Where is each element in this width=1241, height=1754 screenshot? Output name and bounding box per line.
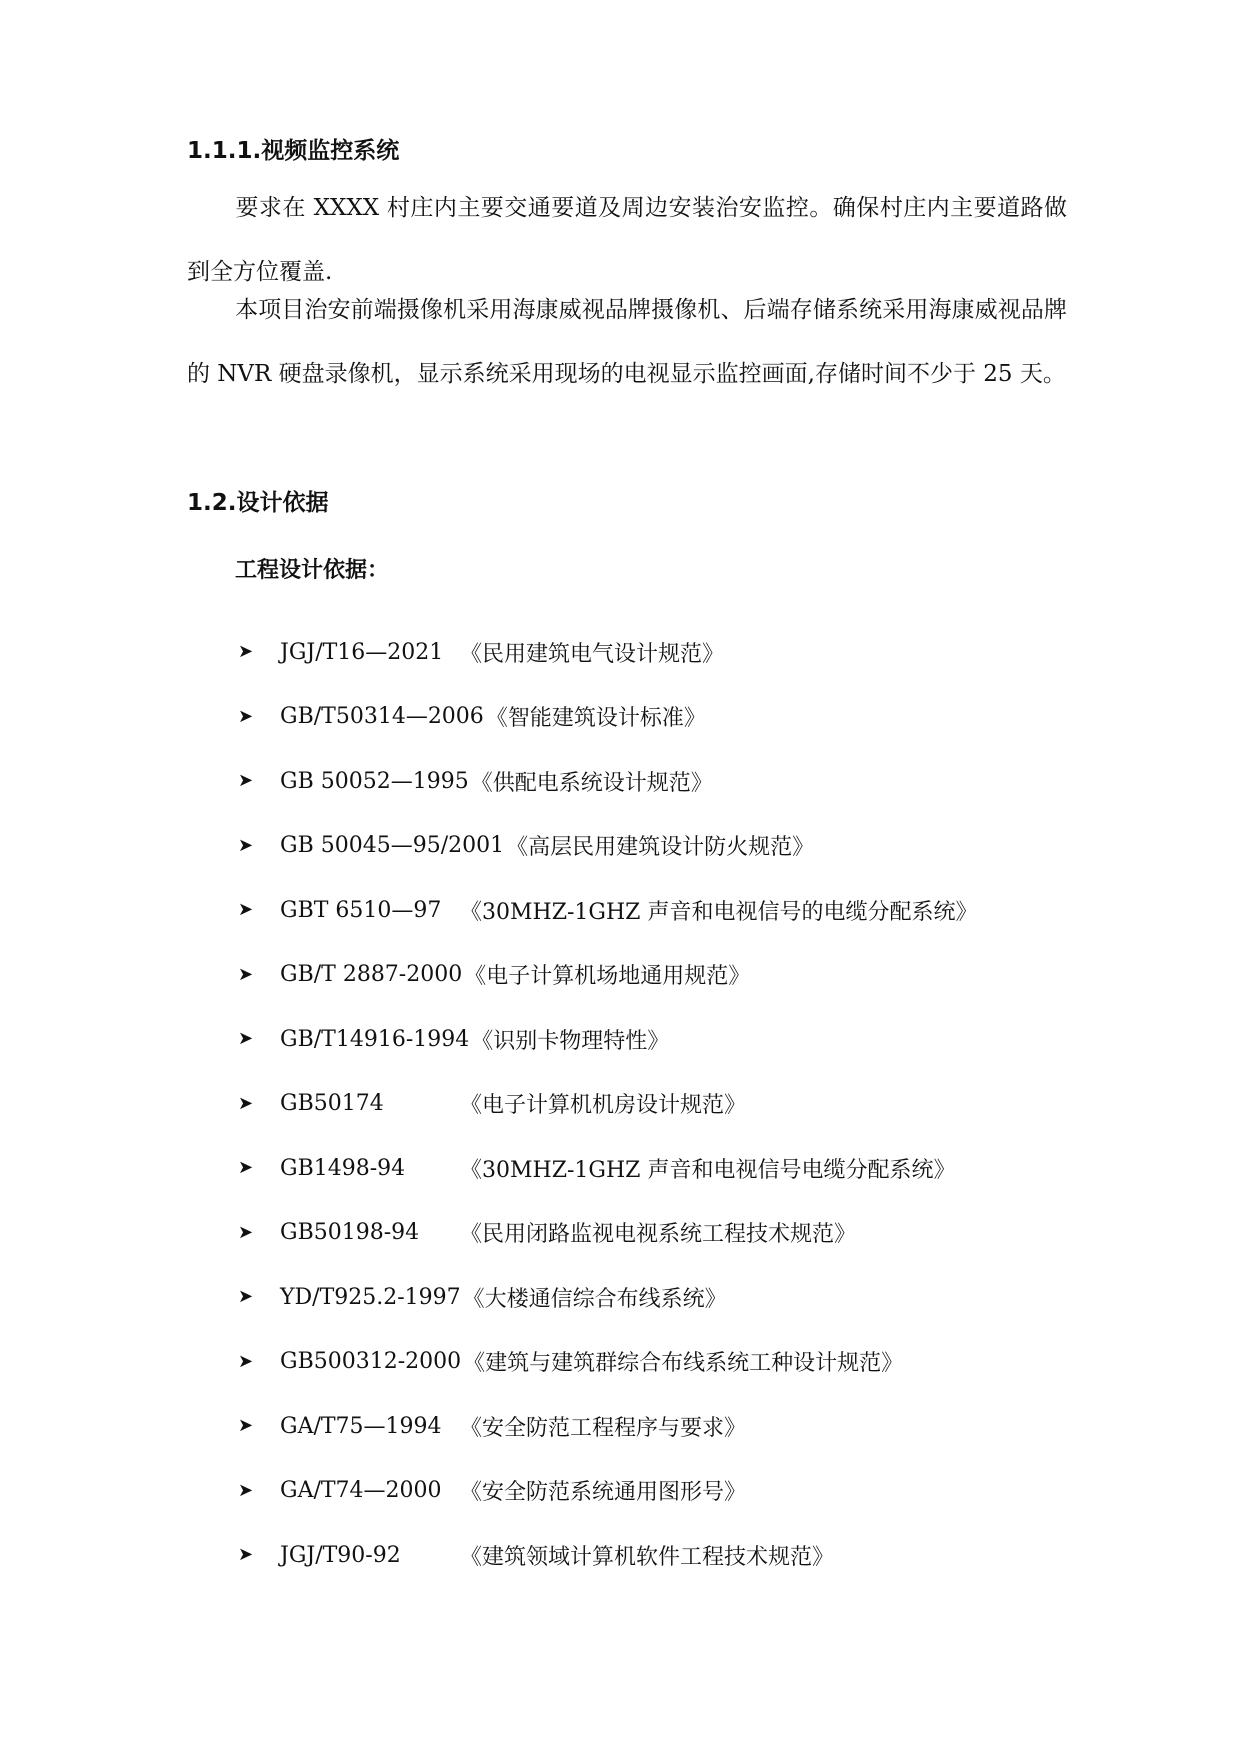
- paragraph-text: 本项目治安前端摄像机采用海康威视品牌摄像机、后端存储系统采用海康威视品牌的 NVR 硬盘录像机，显示系统采用现场的电视显示监控画面,存储时间不少于 25 天。: [187, 297, 1067, 387]
- standard-title: 《识别卡物理特性》: [471, 1028, 670, 1054]
- standard-code: YD/T925.2-1997: [280, 1284, 461, 1310]
- standard-code: GA/T75—1994: [280, 1413, 442, 1439]
- standard-list-item: [238, 1459, 977, 1524]
- arrow-right-bullet-icon: ➤: [238, 770, 254, 792]
- standard-title: 《民用建筑电气设计规范》: [460, 641, 725, 667]
- arrow-right-bullet-icon: ➤: [238, 834, 254, 856]
- arrow-right-bullet-icon: ➤: [238, 1479, 254, 1501]
- arrow-right-bullet-icon: ➤: [238, 963, 254, 985]
- section-heading-video-surveillance: 1.1.1.视频监控系统: [187, 138, 400, 164]
- standard-code: GB/T 2887-2000: [280, 962, 463, 988]
- standard-code: JGJ/T90-92: [280, 1542, 401, 1568]
- standard-list-item: [238, 814, 977, 879]
- standard-title: 《安全防范工程程序与要求》: [460, 1415, 747, 1441]
- standard-code: JGJ/T16—2021: [280, 639, 444, 665]
- standard-code: GB50198-94: [280, 1220, 420, 1246]
- standard-list-item: [238, 1072, 977, 1137]
- standard-code: GBT 6510—97: [280, 897, 442, 923]
- standard-code: GB 50052—1995: [280, 768, 469, 794]
- standard-list-item: [238, 1201, 977, 1266]
- standard-list-item: [238, 1136, 977, 1201]
- standard-title: 《电子计算机场地通用规范》: [464, 964, 751, 990]
- standard-title: 《电子计算机机房设计规范》: [460, 1093, 747, 1119]
- paragraph-text: 要求在 XXXX 村庄内主要交通要道及周边安装治安监控。确保村庄内主要道路做到全方位覆盖.: [187, 195, 1067, 285]
- standard-list-item: [238, 1265, 977, 1330]
- arrow-right-bullet-icon: ➤: [238, 1221, 254, 1243]
- standard-code: GB50174: [280, 1091, 384, 1117]
- standard-list-item: [238, 1007, 977, 1072]
- standard-list-item: [238, 749, 977, 814]
- standard-title: 《智能建筑设计标准》: [485, 706, 706, 732]
- standard-title: 《民用闭路监视电视系统工程技术规范》: [460, 1222, 857, 1248]
- arrow-right-bullet-icon: ➤: [238, 1415, 254, 1437]
- standard-title: 《建筑领域计算机软件工程技术规范》: [460, 1544, 835, 1570]
- standard-code: GB1498-94: [280, 1155, 406, 1181]
- standard-code: GA/T74—2000: [280, 1478, 442, 1504]
- standard-list-item: [238, 1394, 977, 1459]
- standard-list-item: [238, 943, 977, 1008]
- arrow-right-bullet-icon: ➤: [238, 1028, 254, 1050]
- standard-title: 《高层民用建筑设计防火规范》: [506, 835, 815, 861]
- arrow-right-bullet-icon: ➤: [238, 1544, 254, 1566]
- standard-list-item: [238, 620, 977, 685]
- standard-code: GB/T50314—2006: [280, 704, 484, 730]
- arrow-right-bullet-icon: ➤: [238, 1350, 254, 1372]
- standard-list-item: [238, 1330, 977, 1395]
- standard-list-item: [238, 1523, 977, 1588]
- arrow-right-bullet-icon: ➤: [238, 1286, 254, 1308]
- standard-list-item: [238, 878, 977, 943]
- standard-list-item: [238, 685, 977, 750]
- arrow-right-bullet-icon: ➤: [238, 705, 254, 727]
- standard-title: 《供配电系统设计规范》: [470, 770, 713, 796]
- arrow-right-bullet-icon: ➤: [238, 899, 254, 921]
- paragraph-equipment-description: [187, 278, 1067, 406]
- standard-title: 《30MHZ-1GHZ 声音和电视信号的电缆分配系统》: [460, 899, 978, 925]
- arrow-right-bullet-icon: ➤: [238, 641, 254, 663]
- standard-title: 《建筑与建筑群综合布线系统工种设计规范》: [463, 1351, 904, 1377]
- standard-title: 《安全防范系统通用图形号》: [460, 1480, 747, 1506]
- arrow-right-bullet-icon: ➤: [238, 1157, 254, 1179]
- standards-list: [238, 620, 977, 1588]
- arrow-right-bullet-icon: ➤: [238, 1092, 254, 1114]
- standard-code: GB500312-2000: [280, 1349, 462, 1375]
- subheading-engineering-design-basis: 工程设计依据：: [235, 558, 390, 583]
- standard-code: GB 50045—95/2001: [280, 833, 505, 859]
- standard-code: GB/T14916-1994: [280, 1026, 470, 1052]
- standard-title: 《大楼通信综合布线系统》: [462, 1286, 727, 1312]
- standard-title: 《30MHZ-1GHZ 声音和电视信号电缆分配系统》: [460, 1157, 956, 1183]
- section-heading-design-basis: 1.2.设计依据: [187, 490, 329, 516]
